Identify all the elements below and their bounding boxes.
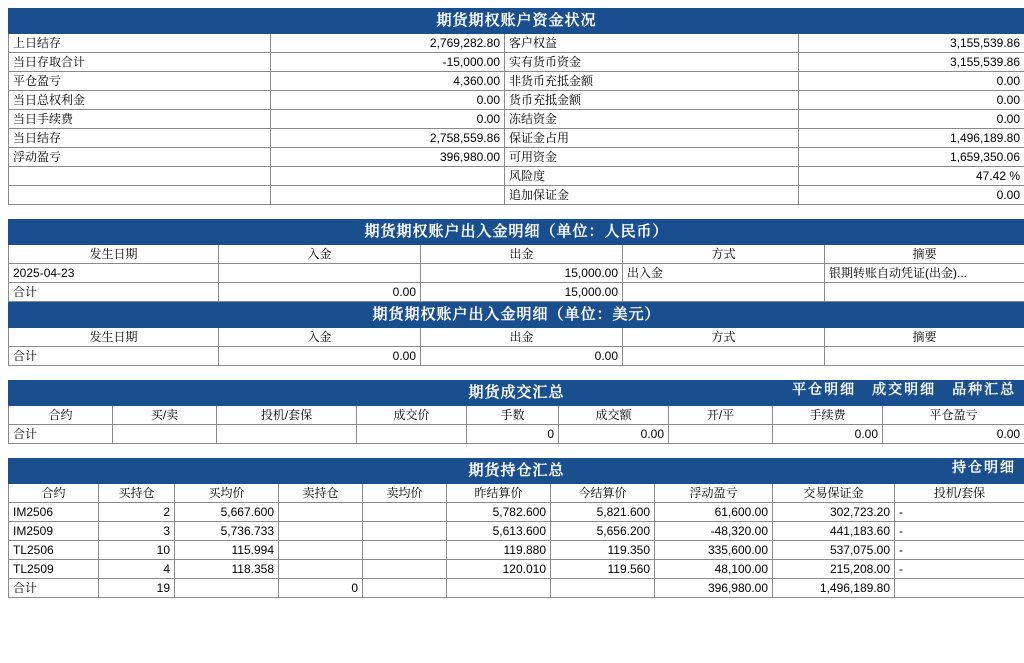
cell-total-label: 合计: [9, 283, 219, 302]
cell-in: [219, 264, 421, 283]
fund-left-label: 上日结存: [9, 34, 271, 53]
column-header: 发生日期: [9, 328, 219, 347]
cell-margin: 215,208.00: [773, 560, 895, 579]
column-header: 交易保证金: [773, 484, 895, 503]
cell-spec: -: [895, 541, 1024, 560]
trade-summary-title: 期货成交汇总: [468, 384, 565, 401]
fund-left-label: 平仓盈亏: [9, 72, 271, 91]
cell-buy-avg: 115.994: [175, 541, 279, 560]
cell-margin: 441,183.60: [773, 522, 895, 541]
table-header-row: [9, 245, 1024, 264]
table-row: [9, 110, 1024, 129]
fund-right-label: 追加保证金: [505, 186, 799, 205]
table-row: [9, 72, 1024, 91]
cell-sell-pos: [279, 541, 363, 560]
cell-bs: [113, 425, 217, 444]
cell-sell-avg: [363, 503, 447, 522]
cell-settle: 119.350: [551, 541, 655, 560]
fund-left-value: -15,000.00: [271, 53, 505, 72]
cash-flow-cny-table: [8, 219, 1024, 302]
fund-left-value: 396,980.00: [271, 148, 505, 167]
spacer: [8, 366, 1024, 380]
column-header: 出金: [421, 245, 623, 264]
fund-right-value: 0.00: [799, 186, 1024, 205]
column-header: 投机/套保: [895, 484, 1024, 503]
fund-right-value: 1,496,189.80: [799, 129, 1024, 148]
fund-right-label: 可用资金: [505, 148, 799, 167]
trade-summary-table: [8, 380, 1024, 444]
cell-spec: -: [895, 560, 1024, 579]
fund-right-label: 非货币充抵金额: [505, 72, 799, 91]
fund-right-value: 1,659,350.06: [799, 148, 1024, 167]
cell-total-memo: [825, 283, 1024, 302]
cell-oc: [669, 425, 773, 444]
table-row: [9, 91, 1024, 110]
table-row: [9, 34, 1024, 53]
column-header: 买均价: [175, 484, 279, 503]
cell-total-spec: [895, 579, 1024, 598]
cell-sell-pos: [279, 560, 363, 579]
cell-memo: 银期转账自动凭证(出金)...: [825, 264, 1024, 283]
cell-total-type: [623, 283, 825, 302]
cell-settle: 119.560: [551, 560, 655, 579]
cell-contract: TL2506: [9, 541, 99, 560]
cell-amount: 0.00: [559, 425, 669, 444]
table-row: [9, 264, 1024, 283]
table-header-row: [9, 328, 1024, 347]
column-header: 摘要: [825, 328, 1024, 347]
table-header-row: [9, 406, 1024, 425]
cell-total-prev-settle: [447, 579, 551, 598]
column-header: 买持仓: [99, 484, 175, 503]
cell-prev-settle: 5,613.600: [447, 522, 551, 541]
cell-margin: 537,075.00: [773, 541, 895, 560]
fund-right-label: 实有货币资金: [505, 53, 799, 72]
spacer: [8, 444, 1024, 458]
cell-sell-pos: [279, 503, 363, 522]
column-header: 发生日期: [9, 245, 219, 264]
column-header: 投机/套保: [217, 406, 357, 425]
fund-status-table: [8, 8, 1024, 205]
cell-out: 15,000.00: [421, 264, 623, 283]
column-header: 方式: [623, 245, 825, 264]
cell-sell-avg: [363, 522, 447, 541]
table-row: [9, 129, 1024, 148]
cell-total-memo: [825, 347, 1024, 366]
fund-right-value: 47.42 %: [799, 167, 1024, 186]
cell-total-buy-pos: 19: [99, 579, 175, 598]
column-header: 卖持仓: [279, 484, 363, 503]
cell-buy-avg: 118.358: [175, 560, 279, 579]
cell-total-out: 15,000.00: [421, 283, 623, 302]
cell-float-pnl: 335,600.00: [655, 541, 773, 560]
cell-prev-settle: 119.880: [447, 541, 551, 560]
table-row: [9, 186, 1024, 205]
cell-fee: 0.00: [773, 425, 883, 444]
cell-total-buy-avg: [175, 579, 279, 598]
table-total-row: [9, 283, 1024, 302]
cell-float-pnl: -48,320.00: [655, 522, 773, 541]
column-header: 平仓盈亏: [883, 406, 1024, 425]
fund-left-value: 2,758,559.86: [271, 129, 505, 148]
table-row: [9, 167, 1024, 186]
column-header: 手数: [467, 406, 559, 425]
cell-total-label: 合计: [9, 579, 99, 598]
column-header: 出金: [421, 328, 623, 347]
fund-left-value: 2,769,282.80: [271, 34, 505, 53]
cell-total-out: 0.00: [421, 347, 623, 366]
column-header: 入金: [219, 245, 421, 264]
column-header: 浮动盈亏: [655, 484, 773, 503]
cell-total-in: 0.00: [219, 347, 421, 366]
column-header: 合约: [9, 484, 99, 503]
cell-lots: 0: [467, 425, 559, 444]
fund-left-value: 0.00: [271, 110, 505, 129]
position-summary-title-bar: [9, 459, 1024, 484]
position-summary-table: [8, 458, 1024, 598]
cell-total-sell-avg: [363, 579, 447, 598]
table-row: [9, 148, 1024, 167]
fund-left-value: [271, 186, 505, 205]
cell-settle: 5,656.200: [551, 522, 655, 541]
cell-buy-avg: 5,667.600: [175, 503, 279, 522]
fund-status-title: 期货期权账户资金状况: [9, 9, 1024, 34]
fund-right-label: 保证金占用: [505, 129, 799, 148]
cell-price: [357, 425, 467, 444]
column-header: 摘要: [825, 245, 1024, 264]
cell-total-margin: 1,496,189.80: [773, 579, 895, 598]
table-row: [9, 541, 1024, 560]
fund-left-label: 当日存取合计: [9, 53, 271, 72]
fund-left-value: 0.00: [271, 91, 505, 110]
cash-flow-cny-title: 期货期权账户出入金明细（单位：人民币）: [9, 220, 1024, 245]
cell-total-settle: [551, 579, 655, 598]
column-header: 买/卖: [113, 406, 217, 425]
trade-summary-title-bar: [9, 381, 1024, 406]
column-header: 今结算价: [551, 484, 655, 503]
cell-spec: [217, 425, 357, 444]
cash-flow-usd-title: 期货期权账户出入金明细（单位：美元）: [9, 303, 1024, 328]
fund-right-value: 0.00: [799, 110, 1024, 129]
position-summary-title: 期货持仓汇总: [468, 462, 565, 479]
column-header: 合约: [9, 406, 113, 425]
cell-total-label: 合计: [9, 347, 219, 366]
cell-total-sell-pos: 0: [279, 579, 363, 598]
cell-prev-settle: 120.010: [447, 560, 551, 579]
column-header: 入金: [219, 328, 421, 347]
fund-left-label: [9, 186, 271, 205]
cell-spec: -: [895, 503, 1024, 522]
column-header: 昨结算价: [447, 484, 551, 503]
cell-buy-avg: 5,736.733: [175, 522, 279, 541]
fund-left-label: [9, 167, 271, 186]
fund-right-value: 0.00: [799, 91, 1024, 110]
table-row: [9, 503, 1024, 522]
cell-date: 2025-04-23: [9, 264, 219, 283]
table-total-row: [9, 425, 1024, 444]
cell-buy-pos: 4: [99, 560, 175, 579]
fund-left-label: 浮动盈亏: [9, 148, 271, 167]
position-detail-link[interactable]: 持仓明细: [952, 459, 1017, 475]
cell-sell-avg: [363, 541, 447, 560]
fund-right-label: 风险度: [505, 167, 799, 186]
cell-type: 出入金: [623, 264, 825, 283]
cell-total-float-pnl: 396,980.00: [655, 579, 773, 598]
spacer: [8, 205, 1024, 219]
cell-total-in: 0.00: [219, 283, 421, 302]
cell-total-type: [623, 347, 825, 366]
trade-summary-links[interactable]: 平仓明细 成交明细 品种汇总: [792, 381, 1017, 397]
column-header: 手续费: [773, 406, 883, 425]
column-header: 成交额: [559, 406, 669, 425]
cell-buy-pos: 2: [99, 503, 175, 522]
fund-right-value: 3,155,539.86: [799, 53, 1024, 72]
cell-buy-pos: 10: [99, 541, 175, 560]
cell-sell-avg: [363, 560, 447, 579]
column-header: 卖均价: [363, 484, 447, 503]
table-row: [9, 522, 1024, 541]
fund-right-label: 货币充抵金额: [505, 91, 799, 110]
fund-left-label: 当日总权利金: [9, 91, 271, 110]
cell-total-label: 合计: [9, 425, 113, 444]
cell-sell-pos: [279, 522, 363, 541]
cell-settle: 5,821.600: [551, 503, 655, 522]
fund-right-label: 冻结资金: [505, 110, 799, 129]
fund-right-value: 3,155,539.86: [799, 34, 1024, 53]
cell-prev-settle: 5,782.600: [447, 503, 551, 522]
cash-flow-usd-table: [8, 302, 1024, 366]
cell-margin: 302,723.20: [773, 503, 895, 522]
fund-left-value: [271, 167, 505, 186]
cell-contract: IM2506: [9, 503, 99, 522]
cell-float-pnl: 61,600.00: [655, 503, 773, 522]
fund-left-label: 当日手续费: [9, 110, 271, 129]
cell-float-pnl: 48,100.00: [655, 560, 773, 579]
cell-buy-pos: 3: [99, 522, 175, 541]
cell-pnl: 0.00: [883, 425, 1024, 444]
cell-contract: IM2509: [9, 522, 99, 541]
fund-left-value: 4,360.00: [271, 72, 505, 91]
cell-spec: -: [895, 522, 1024, 541]
column-header: 开/平: [669, 406, 773, 425]
table-row: [9, 560, 1024, 579]
table-row: [9, 53, 1024, 72]
fund-left-label: 当日结存: [9, 129, 271, 148]
column-header: 方式: [623, 328, 825, 347]
table-total-row: [9, 347, 1024, 366]
table-header-row: [9, 484, 1024, 503]
fund-right-label: 客户权益: [505, 34, 799, 53]
fund-right-value: 0.00: [799, 72, 1024, 91]
column-header: 成交价: [357, 406, 467, 425]
table-total-row: [9, 579, 1024, 598]
cell-contract: TL2509: [9, 560, 99, 579]
